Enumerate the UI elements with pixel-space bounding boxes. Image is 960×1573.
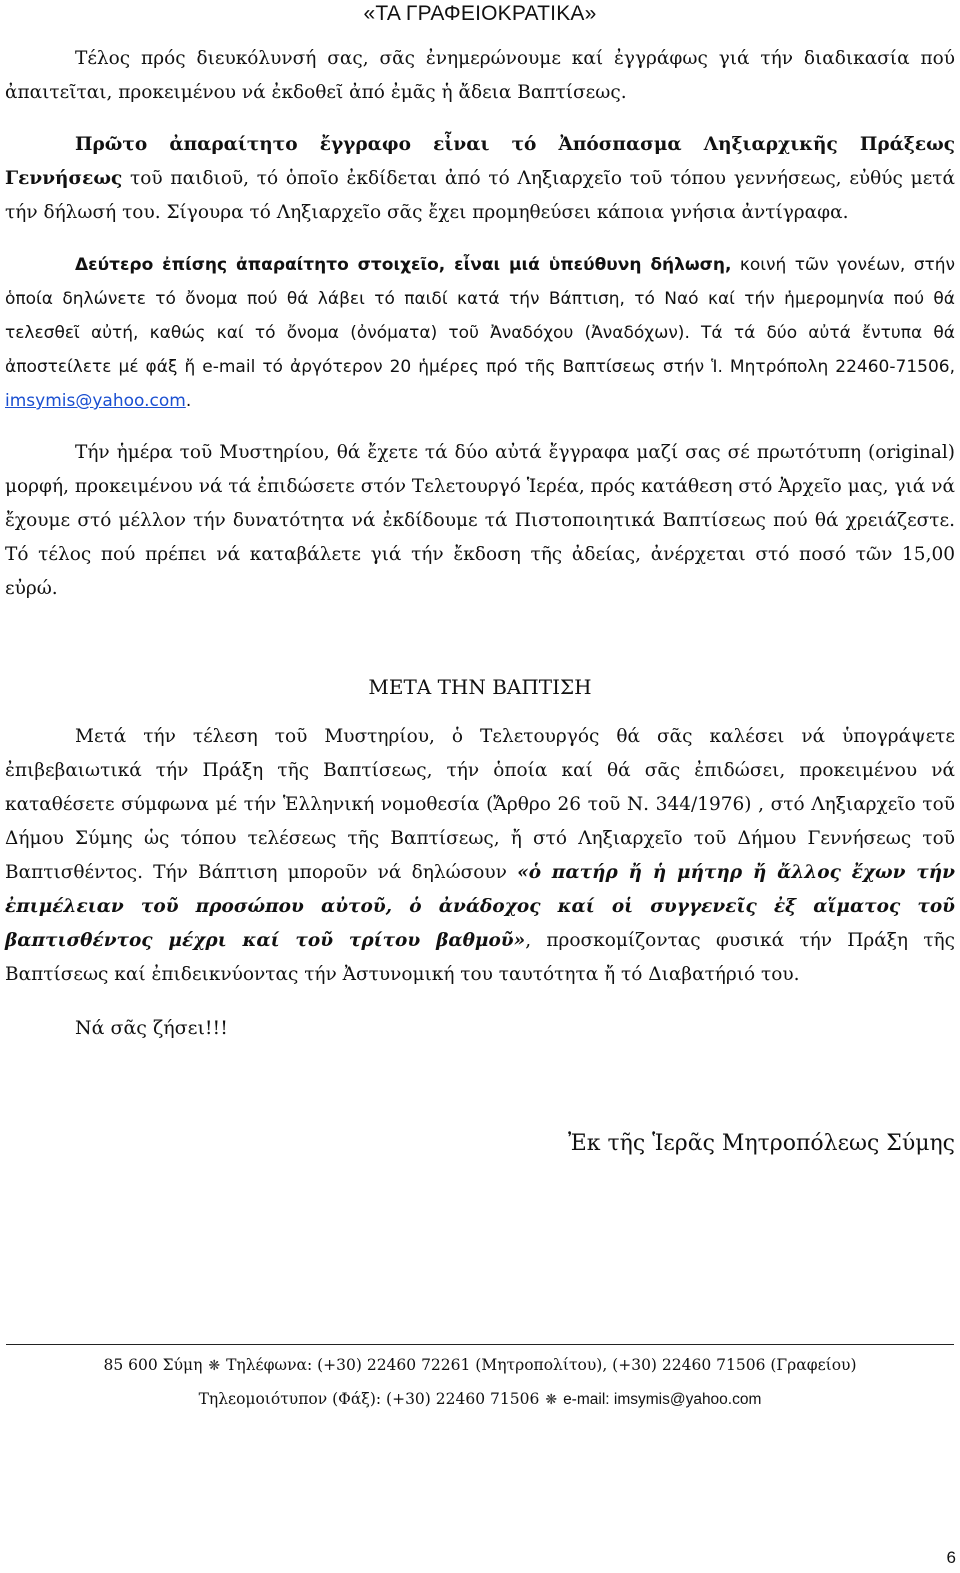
second-document-paragraph [5, 248, 955, 418]
footer-phones: Τηλέφωνα: (+30) 22460 72261 (Μητροπολίτου), (+30) 22460 71506 (Γραφείου) [226, 1356, 857, 1374]
signature: Ἐκ τῆς Ἱερᾶς Μητροπόλεως Σύμης [567, 1131, 955, 1156]
after-baptism-paragraph [5, 720, 955, 992]
greeting: Νά σᾶς ζήσει!!! [75, 1017, 228, 1039]
section-heading: ΜΕΤΑ ΤΗΝ ΒΑΠΤΙΣΗ [368, 675, 592, 699]
page-title: «ΤΑ ΓΡΑΦΕΙΟΚΡΑΤΙΚΑ» [363, 2, 597, 25]
footer-line-1 [0, 1356, 960, 1374]
footer-line-2 [0, 1390, 960, 1409]
first-document-text: τοῦ παιδιοῦ, τό ὁποῖο ἐκδίδεται ἀπό τό Ληξιαρχεῖο τοῦ τόπου γεννήσεως, εὐθύς μετά τήν δήλωσή του. Σίγουρα τό Ληξιαρχεῖο σᾶς ἔχει προμηθεύσει κάποια γνήσια ἀντίγραφα. [5, 168, 955, 223]
first-document-paragraph [5, 128, 955, 230]
first-document-bold: Πρῶτο ἀπαραίτητο ἔγγραφο εἶναι τό Ἀπόσπασμα Ληξιαρχικῆς Πράξεως Γεννήσεως [5, 134, 955, 189]
paragraph-ceremony-day: Τήν ἡμέρα τοῦ Μυστηρίου, θά ἔχετε τά δύο αὐτά ἔγγραφα μαζί σας σέ πρωτότυπη (original) μορφή, προκειμένου νά τά ἐπιδώσετε στόν Τελετουργό Ἱερέα, πρός κατάθεση στό Ἀρχεῖο μας, γιά νά ἔχουμε στό μέλλον τήν δυνατότητα νά ἐκδίδουμε τά Πιστοποιητικά Βαπτίσεως πού θά χρειάζεστε. Τό τέλος πού πρέπει νά καταβάλετε γιά τήν ἔκδοση τῆς ἀδείας, ἀνέρχεται στό ποσό τῶν 15,00 εὐρώ. [5, 442, 955, 599]
page-number: 6 [946, 1548, 956, 1567]
flower-separator-icon: ❋ [208, 1358, 221, 1374]
paragraph-intro: Τέλος πρός διευκόλυνσή σας, σᾶς ἐνημερώνουμε καί ἐγγράφως γιά τήν διαδικασία πού ἀπαιτεῖται, προκειμένου νά ἐκδοθεῖ ἀπό ἐμᾶς ἡ ἄδεια Βαπτίσεως. [5, 48, 955, 103]
after-baptism-end: , προσκομίζοντας φυσικά τήν Πράξη τῆς Βαπτίσεως καί ἐπιδεικνύοντας τήν Ἀστυνομική του ταυτότητα ἤ τό Διαβατήριό του. [5, 930, 955, 985]
after-baptism-text: Μετά τήν τέλεση τοῦ Μυστηρίου, ὁ Τελετουργός θά σᾶς καλέσει νά ὑπογράψετε ἐπιβεβαιωτικά τήν Πράξη τῆς Βαπτίσεως, τήν ὁποία καί θά σᾶς ἐπιδώσει, προκειμένου νά καταθέσετε σύμφωνα μέ τήν Ἑλληνική νομοθεσία (Ἄρθρο 26 τοῦ Ν. 344/1976) , στό Ληξιαρχεῖο τοῦ Δήμου Σύμης ὡς τόπου τελέσεως τῆς Βαπτίσεως, ἤ στό Ληξιαρχεῖο τοῦ Δήμου Γεννήσεως τοῦ Βαπτισθέντος. Τήν Βάπτιση μποροῦν νά δηλώσουν [5, 726, 955, 883]
ceremony-day-paragraph [5, 436, 955, 606]
second-document-end: . [185, 391, 192, 411]
intro-paragraph [5, 42, 955, 110]
second-document-bold: Δεύτερο ἐπίσης ἀπαραίτητο στοιχεῖο, εἶναι μιά ὑπεύθυνη δήλωση, [75, 255, 732, 275]
flower-separator-icon: ❋ [545, 1392, 558, 1408]
footer-fax: Τηλεομοιότυπον (Φάξ): (+30) 22460 71506 [198, 1390, 540, 1408]
footer-email: e-mail: imsymis@yahoo.com [563, 1391, 762, 1408]
after-baptism-quote: «ὁ πατήρ ἤ ἡ μήτηρ ἤ ἄλλος ἔχων τήν ἐπιμέλειαν τοῦ προσώπου αὐτοῦ, ὁ ἀνάδοχος καί οἱ συγγενεῖς ἐξ αἵματος τοῦ βαπτισθέντος μέχρι καί τοῦ τρίτου βαθμοῦ» [5, 862, 956, 951]
email-link[interactable]: imsymis@yahoo.com [5, 391, 186, 411]
second-document-text: κοινή τῶν γονέων, στήν ὁποία δηλώνετε τό ὄνομα πού θά λάβει τό παιδί κατά τήν Βάπτιση, τό Ναό καί τήν ἡμερομηνία πού θά τελεσθεῖ αὐτή, καθώς καί τό ὄνομα (ὀνόματα) τοῦ Ἀναδόχου (Ἀναδόχων). Τά τά δύο αὐτά ἔντυπα θά ἀποστείλετε μέ φάξ ἤ e-mail τό ἀργότερον 20 ἡμέρες πρό τῆς Βαπτίσεως στήν Ἱ. Μητρόπολη 22460-71506, [5, 255, 956, 377]
footer-divider [6, 1344, 954, 1345]
footer-postcode: 85 600 Σύμη [103, 1356, 203, 1374]
